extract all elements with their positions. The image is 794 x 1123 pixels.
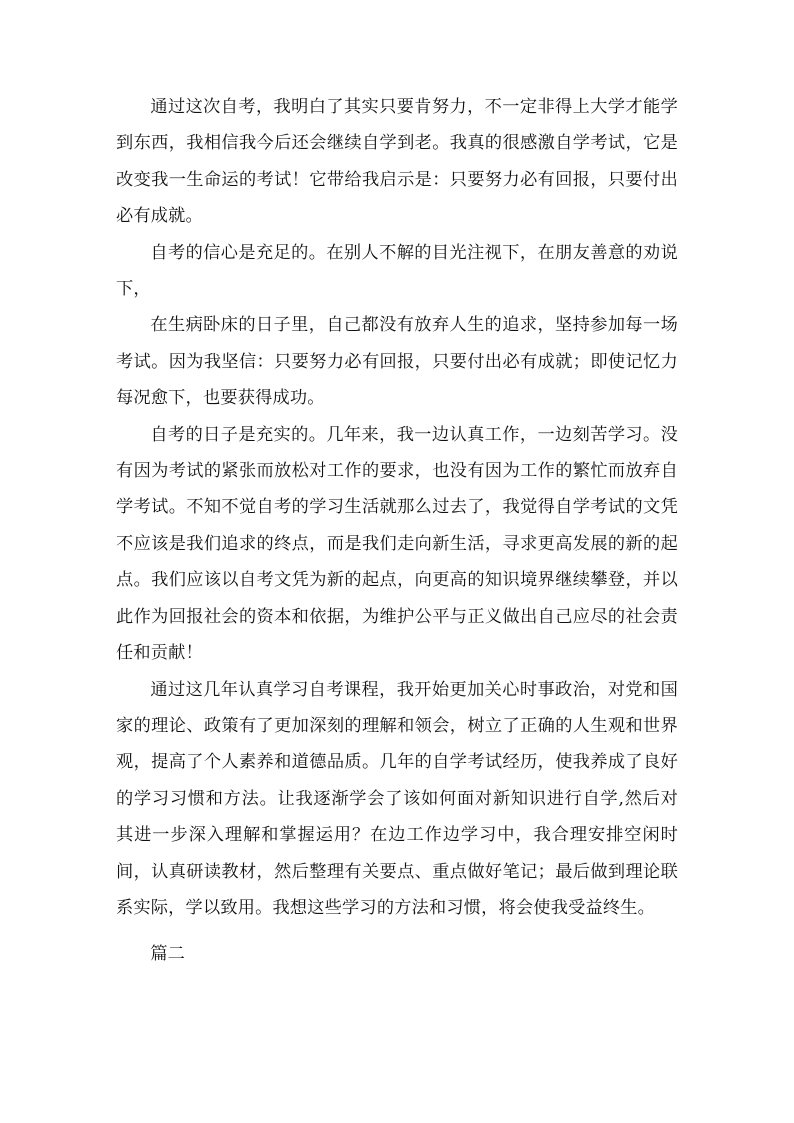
- paragraph-4: 自考的日子是充实的。几年来，我一边认真工作，一边刻苦学习。没有因为考试的紧张而放松对工作的要求，也没有因为工作的繁忙而放弃自学考试。不知不觉自考的学习生活就那么过去了，我觉得自学考试的文凭不应该是我们追求的终点，而是我们走向新生活，寻求更高发展的新的起点。我们应该以自考文凭为新的起点，向更高的知识境界继续攀登，并以此作为回报社会的资本和依据，为维护公平与正义做出自己应尽的社会责任和贡献！: [116, 424, 678, 664]
- document-body: [116, 89, 678, 973]
- paragraph-5: 通过这几年认真学习自考课程，我开始更加关心时事政治，对党和国家的理论、政策有了更加深刻的理解和领会，树立了正确的人生观和世界观，提高了个人素养和道德品质。几年的自学考试经历，使我养成了良好的学习习惯和方法。让我逐渐学会了该如何面对新知识进行自学,然后对其进一步深入理解和掌握运用？在边工作边学习中，我合理安排空闲时间，认真研读教材，然后整理有关要点、重点做好笔记；最后做到理论联系实际，学以致用。我想这些学习的方法和习惯，将会使我受益终生。: [116, 679, 678, 918]
- paragraph-3: 在生病卧床的日子里，自己都没有放弃人生的追求，坚持参加每一场考试。因为我坚信：只要努力必有回报，只要付出必有成就；即使记忆力每况愈下，也要获得成功。: [116, 315, 678, 409]
- paragraph-1: 通过这次自考，我明白了其实只要肯努力，不一定非得上大学才能学到东西，我相信我今后还会继续自学到老。我真的很感激自学考试，它是改变我一生命运的考试！它带给我启示是：只要努力必有回报，只要付出必有成就。: [116, 97, 678, 227]
- section-heading: 篇二: [150, 944, 185, 965]
- paragraph-2: 自考的信心是充足的。在别人不解的目光注视下，在朋友善意的劝说下，: [116, 242, 678, 300]
